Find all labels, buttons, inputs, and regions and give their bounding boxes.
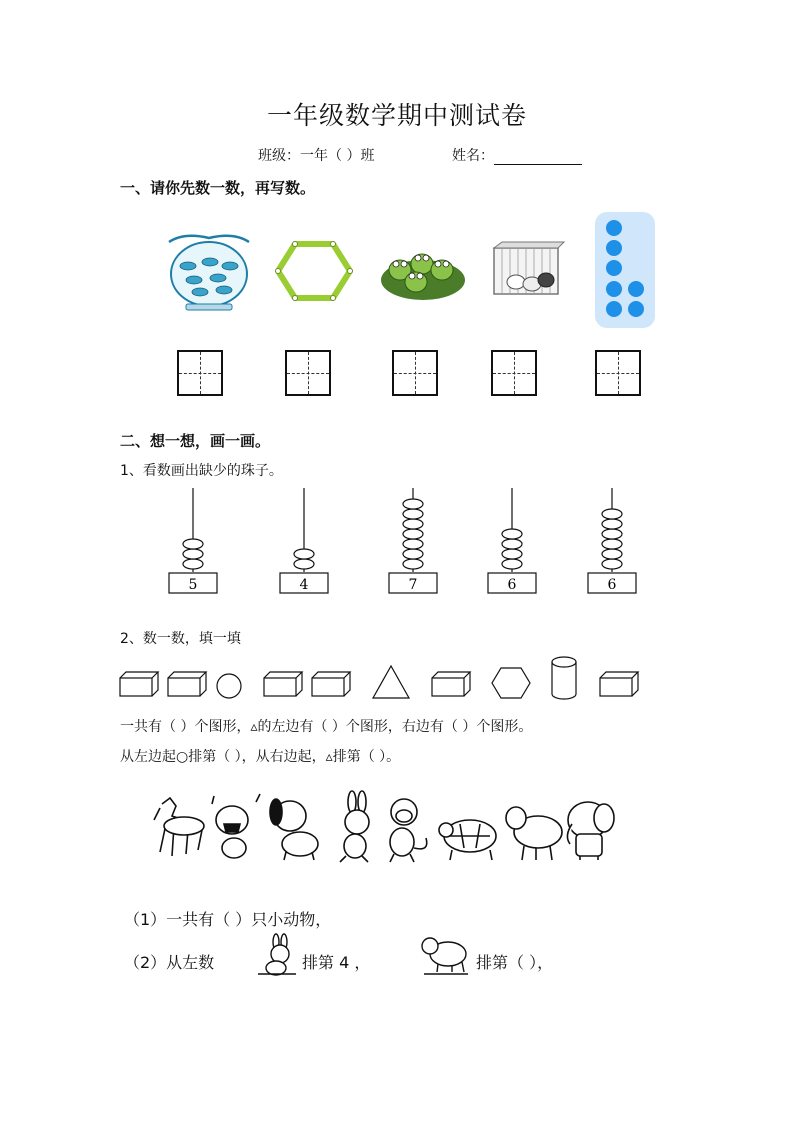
abacus-bead xyxy=(602,559,622,569)
q3-line2-start: （2）从左数 xyxy=(124,953,215,972)
sheep-picture xyxy=(506,807,562,860)
abacus-bead xyxy=(403,539,423,549)
abacus-bead xyxy=(602,519,622,529)
dots-picture xyxy=(595,212,655,328)
cuboid-shape xyxy=(600,672,638,696)
answer-grid-2[interactable] xyxy=(285,350,331,396)
q2-line2: 从左边起○排第（ ），从右边起，▵排第（ ）。 xyxy=(120,749,401,765)
hexagon-sticks-picture xyxy=(276,240,352,302)
abacus-number: 7 xyxy=(408,577,418,593)
abacus-bead xyxy=(403,509,423,519)
name-blank[interactable] xyxy=(494,150,582,165)
answer-grid-4[interactable] xyxy=(491,350,537,396)
horse-picture xyxy=(154,798,204,856)
cuboid-shape xyxy=(168,672,206,696)
shapes-row xyxy=(118,654,648,704)
q3-line2-mid: 排第 4 ， xyxy=(302,953,371,972)
abacus-number: 4 xyxy=(299,577,309,593)
singing-dog-picture xyxy=(212,794,260,858)
animals-row xyxy=(140,790,620,866)
abacus-number: 6 xyxy=(607,577,617,593)
elephant-picture xyxy=(567,802,614,860)
abacus-3[interactable] xyxy=(389,488,437,593)
cylinder-shape xyxy=(552,657,576,699)
abacus-bead xyxy=(502,529,522,539)
class-field xyxy=(258,145,374,165)
abacus-4[interactable] xyxy=(488,488,536,593)
cuboid-shape xyxy=(432,672,470,696)
abacus-bead xyxy=(403,519,423,529)
abacus-bead xyxy=(502,559,522,569)
abacus-bead xyxy=(183,549,203,559)
abacus-bead xyxy=(602,529,622,539)
name-label: 姓名： xyxy=(452,148,494,164)
cuboid-shape xyxy=(120,672,158,696)
name-field xyxy=(452,145,582,165)
q2-line1: 一共有（ ）个图形，▵的左边有（ ）个图形，右边有（ ）个图形。 xyxy=(120,719,533,735)
fishbowl-picture xyxy=(164,232,254,312)
hexagon-shape xyxy=(492,668,530,698)
cuboid-shape xyxy=(264,672,302,696)
page-title: 一年级数学期中测试卷 xyxy=(266,101,527,130)
abacus-bead xyxy=(403,529,423,539)
abacus-bead xyxy=(183,539,203,549)
abacus-bead xyxy=(403,499,423,509)
abacus-bead xyxy=(403,549,423,559)
frogs-picture xyxy=(380,240,466,302)
monkey-picture xyxy=(390,799,427,862)
abacus-bead xyxy=(294,549,314,559)
abacus-number: 5 xyxy=(188,577,198,593)
q2-label: 2、数一数，填一填 xyxy=(120,631,241,647)
cuboid-shape xyxy=(312,672,350,696)
triangle-shape xyxy=(373,666,409,698)
abacus-bead xyxy=(602,509,622,519)
turtle-picture xyxy=(439,820,496,860)
abacus-bead xyxy=(502,549,522,559)
circle-shape xyxy=(217,674,241,698)
dog-picture xyxy=(270,799,318,860)
abacus-bead xyxy=(502,539,522,549)
abacus-5[interactable] xyxy=(588,488,636,593)
abacus-number: 6 xyxy=(507,577,517,593)
abacus-group xyxy=(160,484,660,600)
q3-line2-end: 排第（ ）， xyxy=(476,953,554,972)
abacus-bead xyxy=(602,539,622,549)
class-label: 班级：一年（ ）班 xyxy=(258,148,375,164)
abacus-bead xyxy=(294,559,314,569)
abacus-bead xyxy=(183,559,203,569)
q3-line1: （1）一共有（ ）只小动物， xyxy=(124,910,332,929)
section1-heading: 一、请你先数一数，再写数。 xyxy=(120,179,316,197)
small-sheep-picture xyxy=(418,934,470,976)
abacus-bead xyxy=(403,559,423,569)
rabbit-cage-picture xyxy=(492,242,564,298)
answer-grid-5[interactable] xyxy=(595,350,641,396)
answer-grid-1[interactable] xyxy=(177,350,223,396)
abacus-1[interactable] xyxy=(169,488,217,593)
abacus-2[interactable] xyxy=(280,488,328,593)
answer-grid-3[interactable] xyxy=(392,350,438,396)
rabbit-picture xyxy=(340,791,369,862)
small-rabbit-picture xyxy=(254,934,300,978)
section2-heading: 二、想一想，画一画。 xyxy=(120,432,271,450)
q1-label: 1、看数画出缺少的珠子。 xyxy=(120,463,283,479)
abacus-bead xyxy=(602,549,622,559)
